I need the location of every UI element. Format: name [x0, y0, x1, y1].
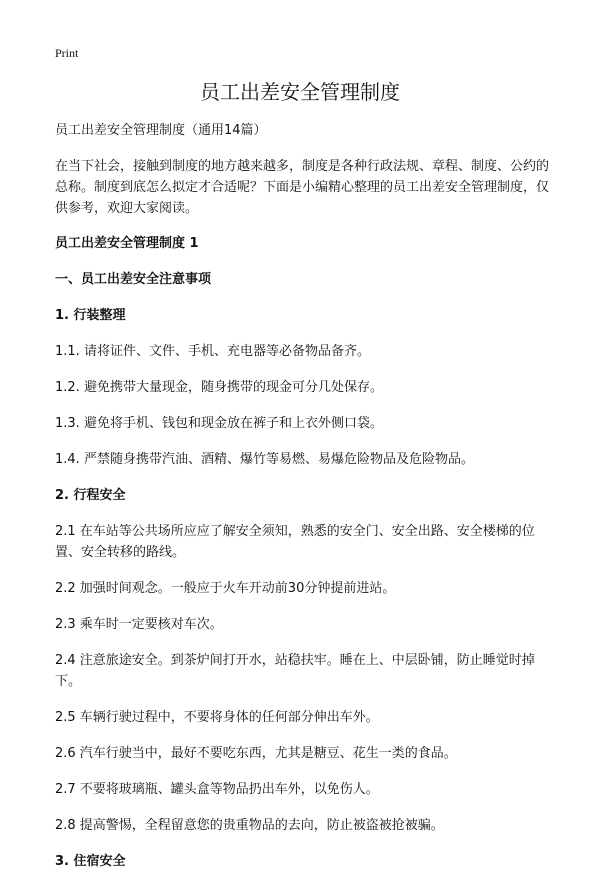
heading-1: 一、员工出差安全注意事项: [55, 272, 212, 287]
subtitle: 员工出差安全管理制度（通用14篇）: [55, 123, 267, 138]
document-body: [55, 120, 555, 887]
list-item: 1.4. 严禁随身携带汽油、酒精、爆竹等易燃、易爆危险物品及危险物品。: [55, 452, 474, 467]
list-item: 2.4 注意旅途安全。到茶炉间打开水，站稳扶牢。睡在上、中层卧铺，防止睡觉时掉下。: [55, 653, 535, 689]
subheading-luggage: 1. 行装整理: [55, 308, 126, 323]
list-item: 2.3 乘车时一定要核对车次。: [55, 617, 223, 632]
page-title: 员工出差安全管理制度: [200, 80, 400, 104]
subheading-lodging: 3. 住宿安全: [55, 854, 126, 869]
subheading-travel: 2. 行程安全: [55, 488, 126, 503]
list-item: 1.2. 避免携带大量现金，随身携带的现金可分几处保存。: [55, 380, 383, 395]
list-item: 2.8 提高警惕，全程留意您的贵重物品的去向，防止被盗被抢被骗。: [55, 818, 444, 833]
section-title: 员工出差安全管理制度 1: [55, 236, 199, 251]
list-item: 2.1 在车站等公共场所应应了解安全须知，熟悉的安全门、安全出路、安全楼梯的位置、安全转移的路线。: [55, 524, 535, 560]
list-item: 2.5 车辆行驶过程中，不要将身体的任何部分伸出车外。: [55, 710, 379, 725]
list-item: 2.6 汽车行驶当中，最好不要吃东西，尤其是糖豆、花生一类的食品。: [55, 746, 457, 761]
print-link[interactable]: Print: [55, 46, 79, 60]
intro-paragraph: 在当下社会，接触到制度的地方越来越多，制度是各种行政法规、章程、制度、公约的总称。制度到底怎么拟定才合适呢？下面是小编精心整理的员工出差安全管理制度，仅供参考，欢迎大家阅读。: [55, 159, 550, 216]
list-item: 1.3. 避免将手机、钱包和现金放在裤子和上衣外侧口袋。: [55, 416, 383, 431]
list-item: 1.1. 请将证件、文件、手机、充电器等必备物品备齐。: [55, 344, 370, 359]
list-item: 2.7 不要将玻璃瓶、罐头盒等物品扔出车外，以免伤人。: [55, 782, 379, 797]
list-item: 2.2 加强时间观念。一般应于火车开动前30分钟提前进站。: [55, 581, 396, 596]
